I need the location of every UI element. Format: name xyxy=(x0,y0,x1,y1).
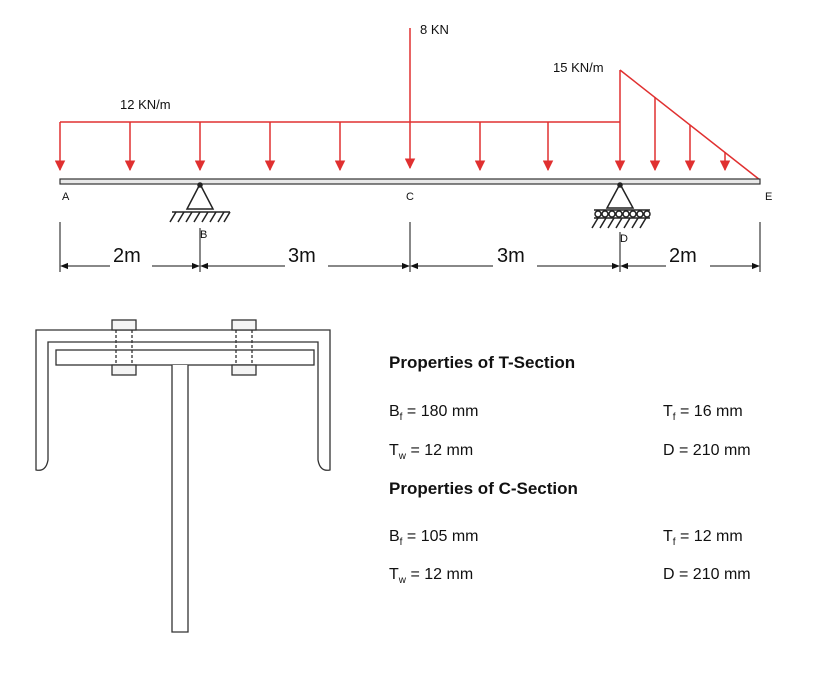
roller-support-d xyxy=(592,183,650,228)
span-label-ab: 2m xyxy=(113,245,141,267)
pin-support-b xyxy=(170,183,230,222)
point-label-e: E xyxy=(765,191,773,203)
t-section-d: D = 210 mm xyxy=(663,442,751,459)
t-section-tf-value: 16 mm xyxy=(693,403,743,420)
span-label-bc: 3m xyxy=(288,245,316,267)
point-load-label: 8 KN xyxy=(420,22,449,37)
t-web xyxy=(172,365,188,632)
c-section-tf-value: 12 mm xyxy=(693,528,743,545)
span-label-de: 2m xyxy=(669,245,697,267)
point-label-b: B xyxy=(200,229,208,241)
beam xyxy=(60,179,760,184)
t-section-d-value: 210 mm xyxy=(692,442,751,459)
bolt-left xyxy=(112,320,136,375)
load-triangular xyxy=(620,70,760,180)
bolt-right xyxy=(232,320,256,375)
point-label-c: C xyxy=(406,191,414,203)
built-up-section xyxy=(36,320,330,632)
point-label-a: A xyxy=(62,191,70,203)
t-section-bf-value: 180 mm xyxy=(420,403,479,420)
c-section-d-value: 210 mm xyxy=(692,566,751,583)
c-section-tw: $T_w = 12$ mm xyxy=(389,566,474,587)
c-section-tf: $T_f = 12$ mm xyxy=(663,528,743,549)
t-section-tw-value: 12 mm xyxy=(424,442,474,459)
span-label-cd: 3m xyxy=(497,245,525,267)
c-section-d: D = 210 mm xyxy=(663,566,751,583)
t-section-tw: $T_w = 12$ mm xyxy=(389,442,474,463)
c-section-bf: $B_f = 105$ mm xyxy=(389,528,479,549)
t-section-heading: Properties of T-Section xyxy=(389,353,576,372)
udl-label: 12 KN/m xyxy=(120,97,171,112)
t-section-bf: $B_f = 180$ mm xyxy=(389,403,479,424)
point-label-d: D xyxy=(620,233,628,245)
c-section-tw-value: 12 mm xyxy=(424,566,474,583)
dimension-lines xyxy=(60,222,760,272)
c-section-bf-value: 105 mm xyxy=(420,528,479,545)
udl-arrows xyxy=(60,122,620,170)
triangular-load-label: 15 KN/m xyxy=(553,60,604,75)
t-section-tf: $T_f = 16$ mm xyxy=(663,403,743,424)
c-section-heading: Properties of C-Section xyxy=(389,479,578,498)
t-flange xyxy=(56,350,314,365)
load-udl xyxy=(60,122,620,170)
